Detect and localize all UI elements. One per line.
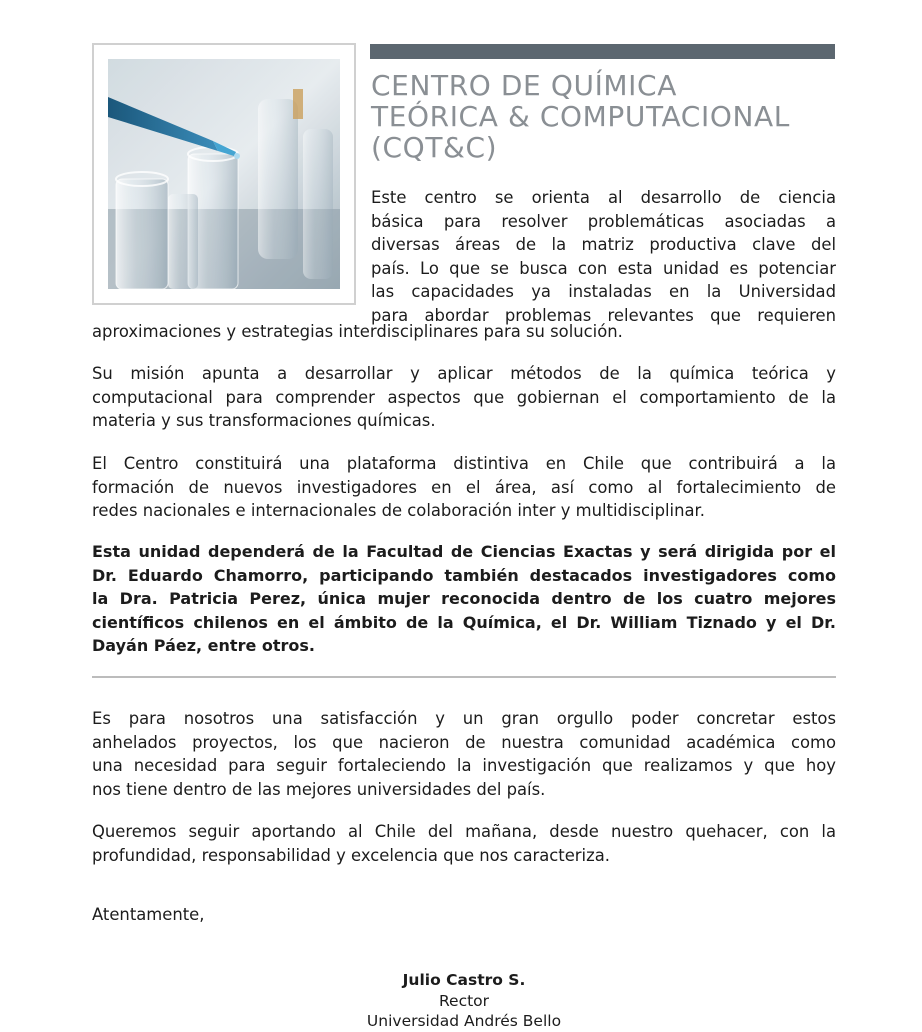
title-line: (CQT&C)	[371, 131, 498, 164]
text-line: formación de nuevos investigadores en el área, así como al fortalecimiento de	[92, 477, 836, 497]
laboratory-test-tubes-photo	[108, 59, 340, 289]
satisfaction-paragraph	[92, 707, 836, 801]
title-line: TEÓRICA & COMPUTACIONAL	[371, 100, 790, 133]
text-line: las capacidades ya instaladas en la Universidad	[371, 282, 836, 302]
platform-paragraph	[92, 452, 836, 523]
page-title	[371, 70, 851, 163]
text-line: Es para nosotros una satisfacción y un gran orgullo poder concretar estos	[92, 709, 836, 728]
signature-institution: Universidad Andrés Bello	[366, 1012, 562, 1030]
text-line: aproximaciones y estrategias interdisciplinares para su solución.	[92, 322, 623, 341]
text-line: Este centro se orienta al desarrollo de ciencia	[371, 188, 836, 207]
text-line: El Centro constituirá una plataforma distintiva en Chile que contribuirá a la	[92, 454, 836, 473]
text-line: redes nacionales e internacionales de colaboración inter y multidisciplinar.	[92, 501, 705, 521]
section-divider	[92, 676, 836, 678]
text-line: país. Lo que se busca con esta unidad es potenciar	[371, 258, 836, 278]
text-line: científicos chilenos en el ámbito de la Química, el Dr. William Tiznado y el Dr.	[92, 612, 836, 632]
text-line: Su misión apunta a desarrollar y aplicar métodos de la química teórica y	[92, 364, 836, 383]
text-line: Esta unidad dependerá de la Facultad de Ciencias Exactas y será dirigida por el	[92, 542, 836, 561]
text-line: la Dra. Patricia Perez, única mujer reconocida dentro de los cuatro mejores	[92, 589, 836, 609]
text-line: Queremos seguir aportando al Chile del mañana, desde nuestro quehacer, con la	[92, 822, 836, 841]
text-line: básica para resolver problemáticas asociadas a	[371, 211, 836, 231]
text-line: para abordar problemas relevantes que requieren	[371, 305, 836, 325]
closing-salutation: Atentamente,	[92, 905, 205, 924]
text-line: materia y sus transformaciones químicas.	[92, 411, 436, 431]
text-line: una necesidad para seguir fortaleciendo la investigación que realizamos y que hoy	[92, 756, 836, 776]
leadership-paragraph	[92, 540, 836, 658]
intro-paragraph-tail	[92, 320, 836, 344]
signature-name: Julio Castro S.	[402, 971, 526, 989]
photo-frame	[92, 43, 356, 305]
header-bar	[370, 44, 835, 59]
mission-paragraph	[92, 362, 836, 433]
text-line: nos tiene dentro de las mejores universidades del país.	[92, 779, 546, 799]
text-line: profundidad, responsabilidad y excelencia que nos caracteriza.	[92, 845, 610, 865]
future-paragraph	[92, 820, 836, 867]
signature-role: Rector	[438, 991, 490, 1010]
text-line: diversas áreas de la matriz productiva clave del	[371, 235, 836, 255]
text-line: Dr. Eduardo Chamorro, participando también destacados investigadores como	[92, 565, 836, 585]
signature-block	[92, 970, 836, 1032]
text-line: Dayán Páez, entre otros.	[92, 636, 316, 656]
text-line: computacional para comprender aspectos que gobiernan el comportamiento de la	[92, 387, 836, 407]
title-line: CENTRO DE QUÍMICA	[371, 69, 677, 102]
intro-paragraph	[371, 186, 836, 328]
text-line: anhelados proyectos, los que nacieron de nuestra comunidad académica como	[92, 732, 836, 752]
